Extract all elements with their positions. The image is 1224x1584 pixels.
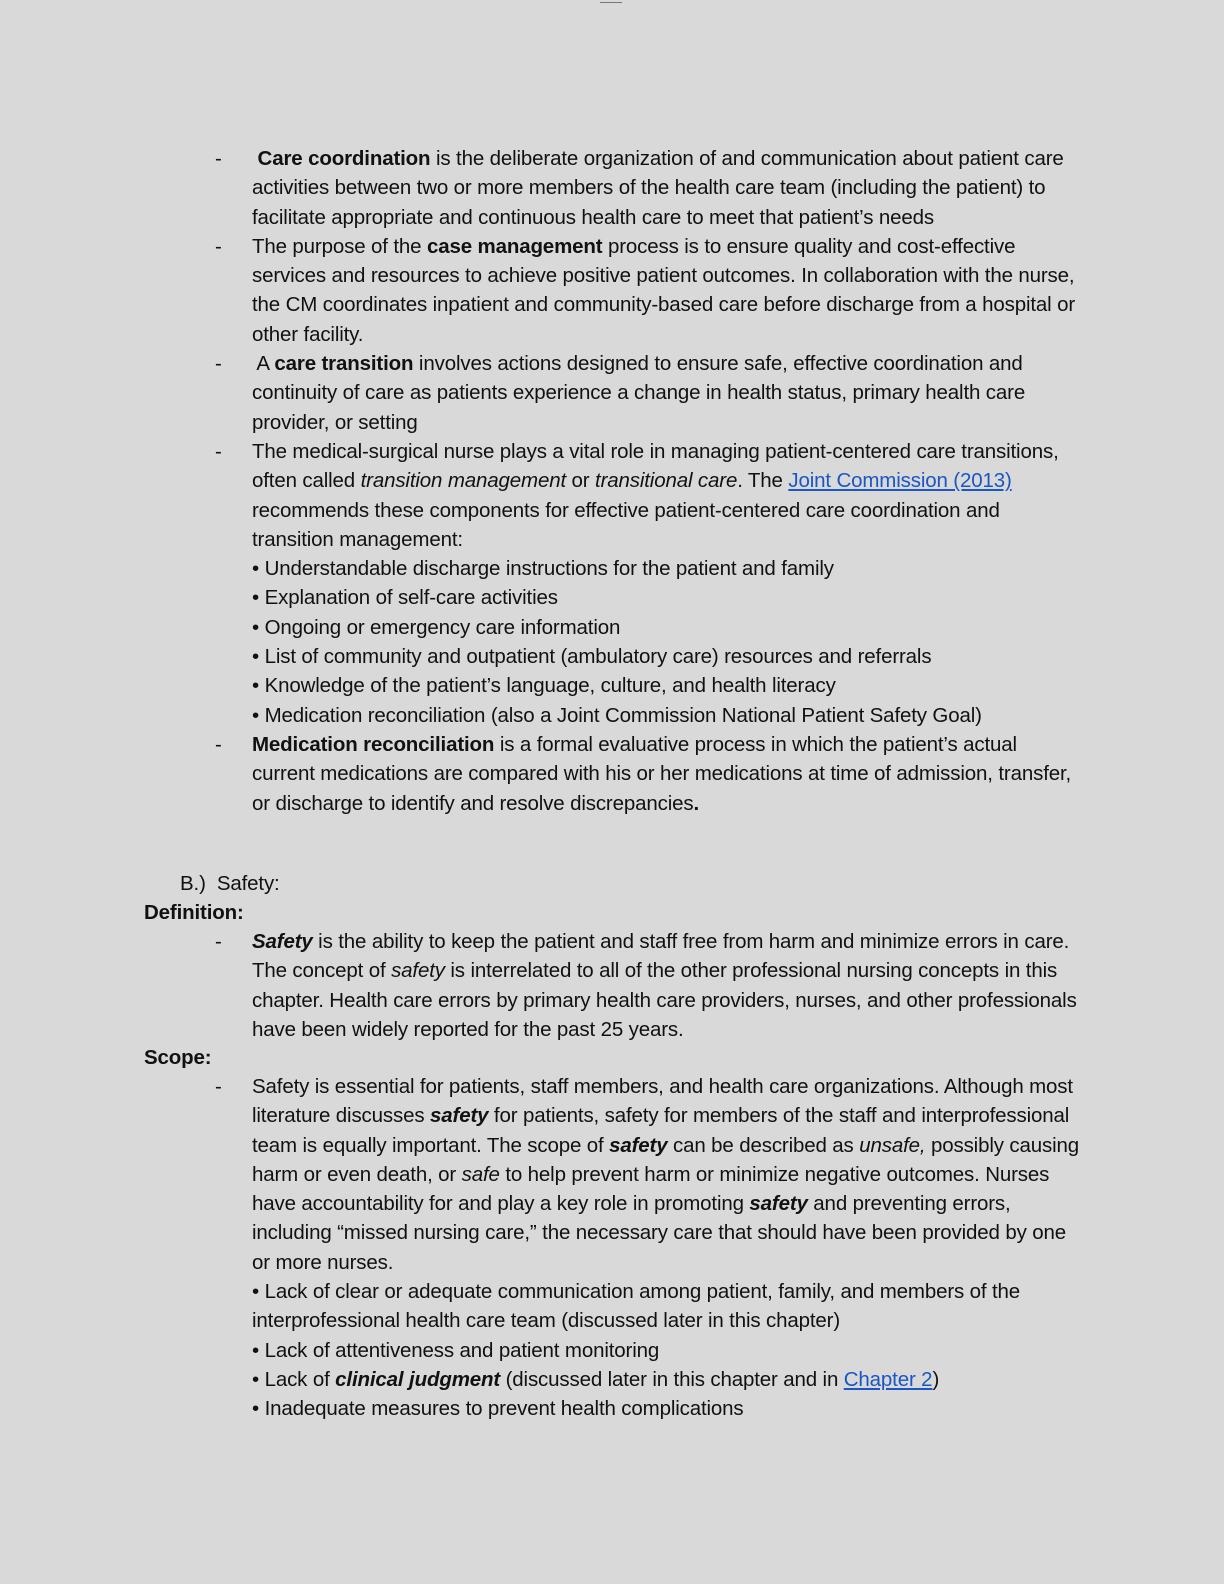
scope-safety-emphasis: safety [609, 1133, 668, 1157]
list-item-safety-definition [0, 927, 1082, 1044]
scope-text: can be described as [667, 1133, 860, 1157]
list-item-medication-reconciliation [0, 730, 1082, 818]
scope-safe: safe [461, 1162, 500, 1186]
term-medication-reconciliation: Medication reconciliation [252, 732, 495, 756]
safety-def-text-2: is interrelated to all of the other professional nursing concepts in this chapter. Health care errors by primary health care providers, nurses, and other professionals have been widely reported for the past 25 years. [252, 959, 1077, 1041]
bullet3-post: ) [932, 1367, 940, 1391]
dash-marker: - [215, 234, 222, 258]
case-management-text: process is to ensure quality and cost-effective services and resources to achieve positive patient outcomes. In collaboration with the nurse, the CM coordinates inpatient and community-based care before discharge from a hospital or other facility. [252, 234, 1076, 346]
list-item: • Lack of clear or adequate communication among patient, family, and members of the interprofessional health care team (discussed later in this chapter) [252, 1280, 1021, 1333]
medication-period: . [693, 791, 700, 815]
list-item-care-coordination [0, 144, 1082, 232]
term-transition-management: transition management [360, 469, 566, 493]
page-top-mark [600, 0, 622, 3]
term-case-management: case management [426, 234, 603, 258]
chapter-2-link[interactable]: Chapter 2 [843, 1367, 933, 1391]
case-management-pre: The purpose of the [252, 234, 427, 258]
dash-marker: - [215, 439, 222, 463]
list-item: • Knowledge of the patient’s language, culture, and health literacy [252, 674, 836, 698]
term-clinical-judgment: clinical judgment [335, 1367, 501, 1391]
term-transitional-care: transitional care [595, 469, 738, 493]
definition-label: Definition: [144, 901, 244, 924]
medication-reconciliation-text: is a formal evaluative process in which the patient’s actual current medications are compared with his or her medications at time of admission, transfer, or discharge to identify and resolve discrepancies [252, 732, 1072, 815]
section-heading-safety: B.) Safety: [180, 872, 280, 895]
nurse-the: . The [737, 469, 789, 493]
safety-italic: safety [391, 959, 445, 983]
joint-commission-link[interactable]: Joint Commission (2013) [788, 469, 1012, 493]
list-item [252, 1365, 1082, 1394]
bullet3-mid: (discussed later in this chapter and in [500, 1367, 844, 1391]
scope-safety-emphasis: safety [749, 1192, 808, 1216]
safety-def-text-1: is the ability to keep the patient and staff free from harm and minimize errors in care. The concept of [252, 930, 1070, 983]
list-item-care-transition [0, 349, 1082, 437]
scope-text: Safety is essential for patients, staff members, and health care organizations. Although most literature discusses [252, 1075, 1073, 1128]
safety-scope [0, 1072, 1082, 1424]
term-care-transition: care transition [274, 352, 414, 376]
term-care-coordination: Care coordination [257, 147, 431, 170]
nurse-or: or [566, 469, 596, 493]
bullet3-pre: • Lack of [252, 1367, 336, 1391]
care-transition-pre: A [252, 352, 275, 376]
scope-text: possibly causing harm or even death, or [252, 1133, 1079, 1186]
list-item: • List of community and outpatient (ambulatory care) resources and referrals [252, 645, 932, 669]
care-transition-text: involves actions designed to ensure safe, effective coordination and continuity of care as patients experience a change in health status, primary health care provider, or setting [252, 352, 1026, 434]
list-item: • Explanation of self-care activities [252, 586, 558, 610]
list-item: • Medication reconciliation (also a Joint Commission National Patient Safety Goal) [252, 703, 982, 727]
scope-text: to help prevent harm or minimize negative outcomes. Nurses have accountability for and play a key role in promoting [252, 1162, 1050, 1216]
term-safety: Safety [252, 930, 313, 953]
care-coordination-list [0, 144, 1082, 818]
dash-marker: - [215, 930, 222, 953]
list-item: • Inadequate measures to prevent health complications [252, 1397, 744, 1421]
scope-safety-emphasis: safety [430, 1104, 489, 1128]
dash-marker: - [215, 732, 222, 756]
care-coordination-text: is the deliberate organization of and communication about patient care activities between two or more members of the health care team (including the patient) to facilitate appropriate and continuous health care to meet that patient’s needs [252, 147, 1064, 229]
dash-marker: - [215, 147, 222, 170]
nurse-role-text: The medical-surgical nurse plays a vital role in managing patient-centered care transitions, often called [252, 439, 1059, 493]
list-item-safety-scope [0, 1072, 1082, 1424]
scope-unsafe: unsafe, [859, 1133, 926, 1157]
list-item-case-management [0, 232, 1082, 349]
dash-marker: - [215, 1075, 222, 1098]
safety-definition [0, 927, 1082, 1044]
list-item-transition-management [0, 437, 1082, 730]
dash-marker: - [215, 352, 222, 376]
list-item: • Ongoing or emergency care information [252, 615, 621, 639]
list-item: • Lack of attentiveness and patient monitoring [252, 1338, 660, 1362]
scope-label: Scope: [144, 1046, 212, 1069]
nurse-post-text: recommends these components for effective patient-centered care coordination and transition management: [252, 498, 1000, 551]
scope-text: and preventing errors, including “missed nursing care,” the necessary care that should have been provided by one or more nurses. [252, 1192, 1066, 1274]
list-item: • Understandable discharge instructions for the patient and family [252, 557, 834, 581]
scope-text: for patients, safety for members of the staff and interprofessional team is equally important. The scope of [252, 1104, 1070, 1157]
